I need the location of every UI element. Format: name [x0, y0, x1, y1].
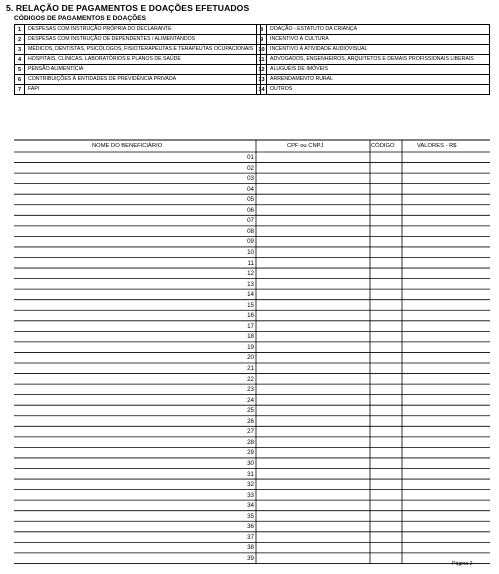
code-label: DESPESAS COM INSTRUÇÃO DE DEPENDENTES / ALIMENTANDOS — [25, 35, 261, 45]
code-number: 5 — [15, 65, 25, 75]
row-number: 13 — [247, 280, 254, 288]
row-number: 35 — [247, 512, 254, 520]
row-number: 18 — [247, 333, 254, 341]
code-label: OUTROS — [267, 85, 490, 95]
code-number: 8 — [257, 25, 267, 35]
row-number: 05 — [247, 196, 254, 204]
code-label: PENSÃO ALIMENTÍCIA — [25, 65, 261, 75]
row-number: 08 — [247, 227, 254, 235]
row-number: 10 — [247, 248, 254, 256]
code-label: ADVOGADOS, ENGENHEIROS, ARQUITETOS E DEMAIS PROFISSIONAIS LIBERAIS — [267, 55, 490, 65]
row-number: 39 — [247, 554, 254, 562]
row-number: 20 — [247, 354, 254, 362]
column-header-code: CÓDIGO — [371, 143, 395, 149]
code-number: 12 — [258, 66, 265, 73]
row-number: 17 — [247, 322, 254, 330]
row-number: 07 — [247, 217, 254, 225]
codes-subtitle: CÓDIGOS DE PAGAMENTOS E DOAÇÕES — [14, 15, 147, 22]
row-number: 11 — [247, 259, 254, 267]
row-number: 02 — [247, 164, 254, 172]
row-number: 22 — [247, 375, 254, 383]
row-number: 09 — [247, 238, 254, 246]
code-number: 14 — [258, 86, 265, 93]
code-number: 13 — [258, 76, 265, 83]
row-number: 32 — [247, 481, 254, 489]
row-number: 31 — [247, 470, 254, 478]
row-number: 30 — [247, 459, 254, 467]
column-header-name: NOME DO BENEFICIÁRIO — [92, 143, 163, 149]
code-number: 4 — [15, 55, 25, 65]
code-label: CONTRIBUIÇÕES À ENTIDADES DE PREVIDÊNCIA PRIVADA — [25, 75, 261, 85]
code-number: 10 — [258, 46, 265, 53]
row-number: 15 — [247, 301, 254, 309]
row-number: 27 — [247, 428, 254, 436]
row-number: 36 — [247, 523, 254, 531]
page-number: Página 2 — [452, 561, 473, 567]
row-number: 03 — [247, 175, 254, 183]
code-label: INCENTIVO À CULTURA — [267, 35, 490, 45]
row-number: 34 — [247, 502, 254, 510]
row-number: 12 — [247, 270, 254, 278]
code-number: 9 — [257, 35, 267, 45]
row-number: 29 — [247, 449, 254, 457]
code-number: 11 — [257, 55, 267, 65]
row-number: 38 — [247, 544, 254, 552]
code-label: MÉDICOS, DENTISTAS, PSICÓLOGOS, FISIOTERAPEUTAS E TERAPEUTAS OCUPACIONAIS — [25, 45, 261, 55]
code-label: DOAÇÃO - ESTATUTO DA CRIANÇA — [267, 25, 490, 35]
code-label: ARRENDAMENTO RURAL — [267, 75, 490, 85]
code-label: ALUGUÉIS DE IMÓVEIS — [267, 65, 490, 75]
section-title: 5. RELAÇÃO DE PAGAMENTOS E DOAÇÕES EFETUADOS — [6, 3, 250, 13]
row-number: 06 — [247, 206, 254, 214]
code-label: INCENTIVO À ATIVIDADE AUDIOVISUAL — [267, 45, 490, 55]
code-number: 7 — [15, 85, 25, 95]
row-number: 04 — [247, 185, 254, 193]
row-number: 14 — [247, 291, 254, 299]
code-label: DESPESAS COM INSTRUÇÃO PRÓPRIA DO DECLARANTE — [25, 25, 261, 35]
row-number: 28 — [247, 438, 254, 446]
row-number: 26 — [247, 417, 254, 425]
row-number: 01 — [247, 154, 254, 161]
row-number: 16 — [247, 312, 254, 320]
row-number: 24 — [247, 396, 254, 404]
column-header-value: VALORES - R$ — [417, 143, 457, 149]
column-header-cpf: CPF ou CNPJ — [287, 143, 324, 149]
code-label: HOSPITAIS, CLÍNICAS, LABORATÓRIOS E PLANOS DE SAÚDE — [25, 55, 261, 65]
row-number: 37 — [247, 533, 254, 541]
code-number: 1 — [15, 25, 25, 35]
code-number: 6 — [15, 75, 25, 85]
row-number: 19 — [247, 343, 254, 351]
row-number: 21 — [247, 365, 254, 372]
code-number: 3 — [15, 45, 25, 55]
code-number: 2 — [15, 35, 25, 45]
row-number: 23 — [247, 386, 254, 394]
row-number: 33 — [247, 491, 254, 499]
code-label: FAPI — [25, 85, 261, 95]
row-number: 25 — [247, 407, 254, 415]
